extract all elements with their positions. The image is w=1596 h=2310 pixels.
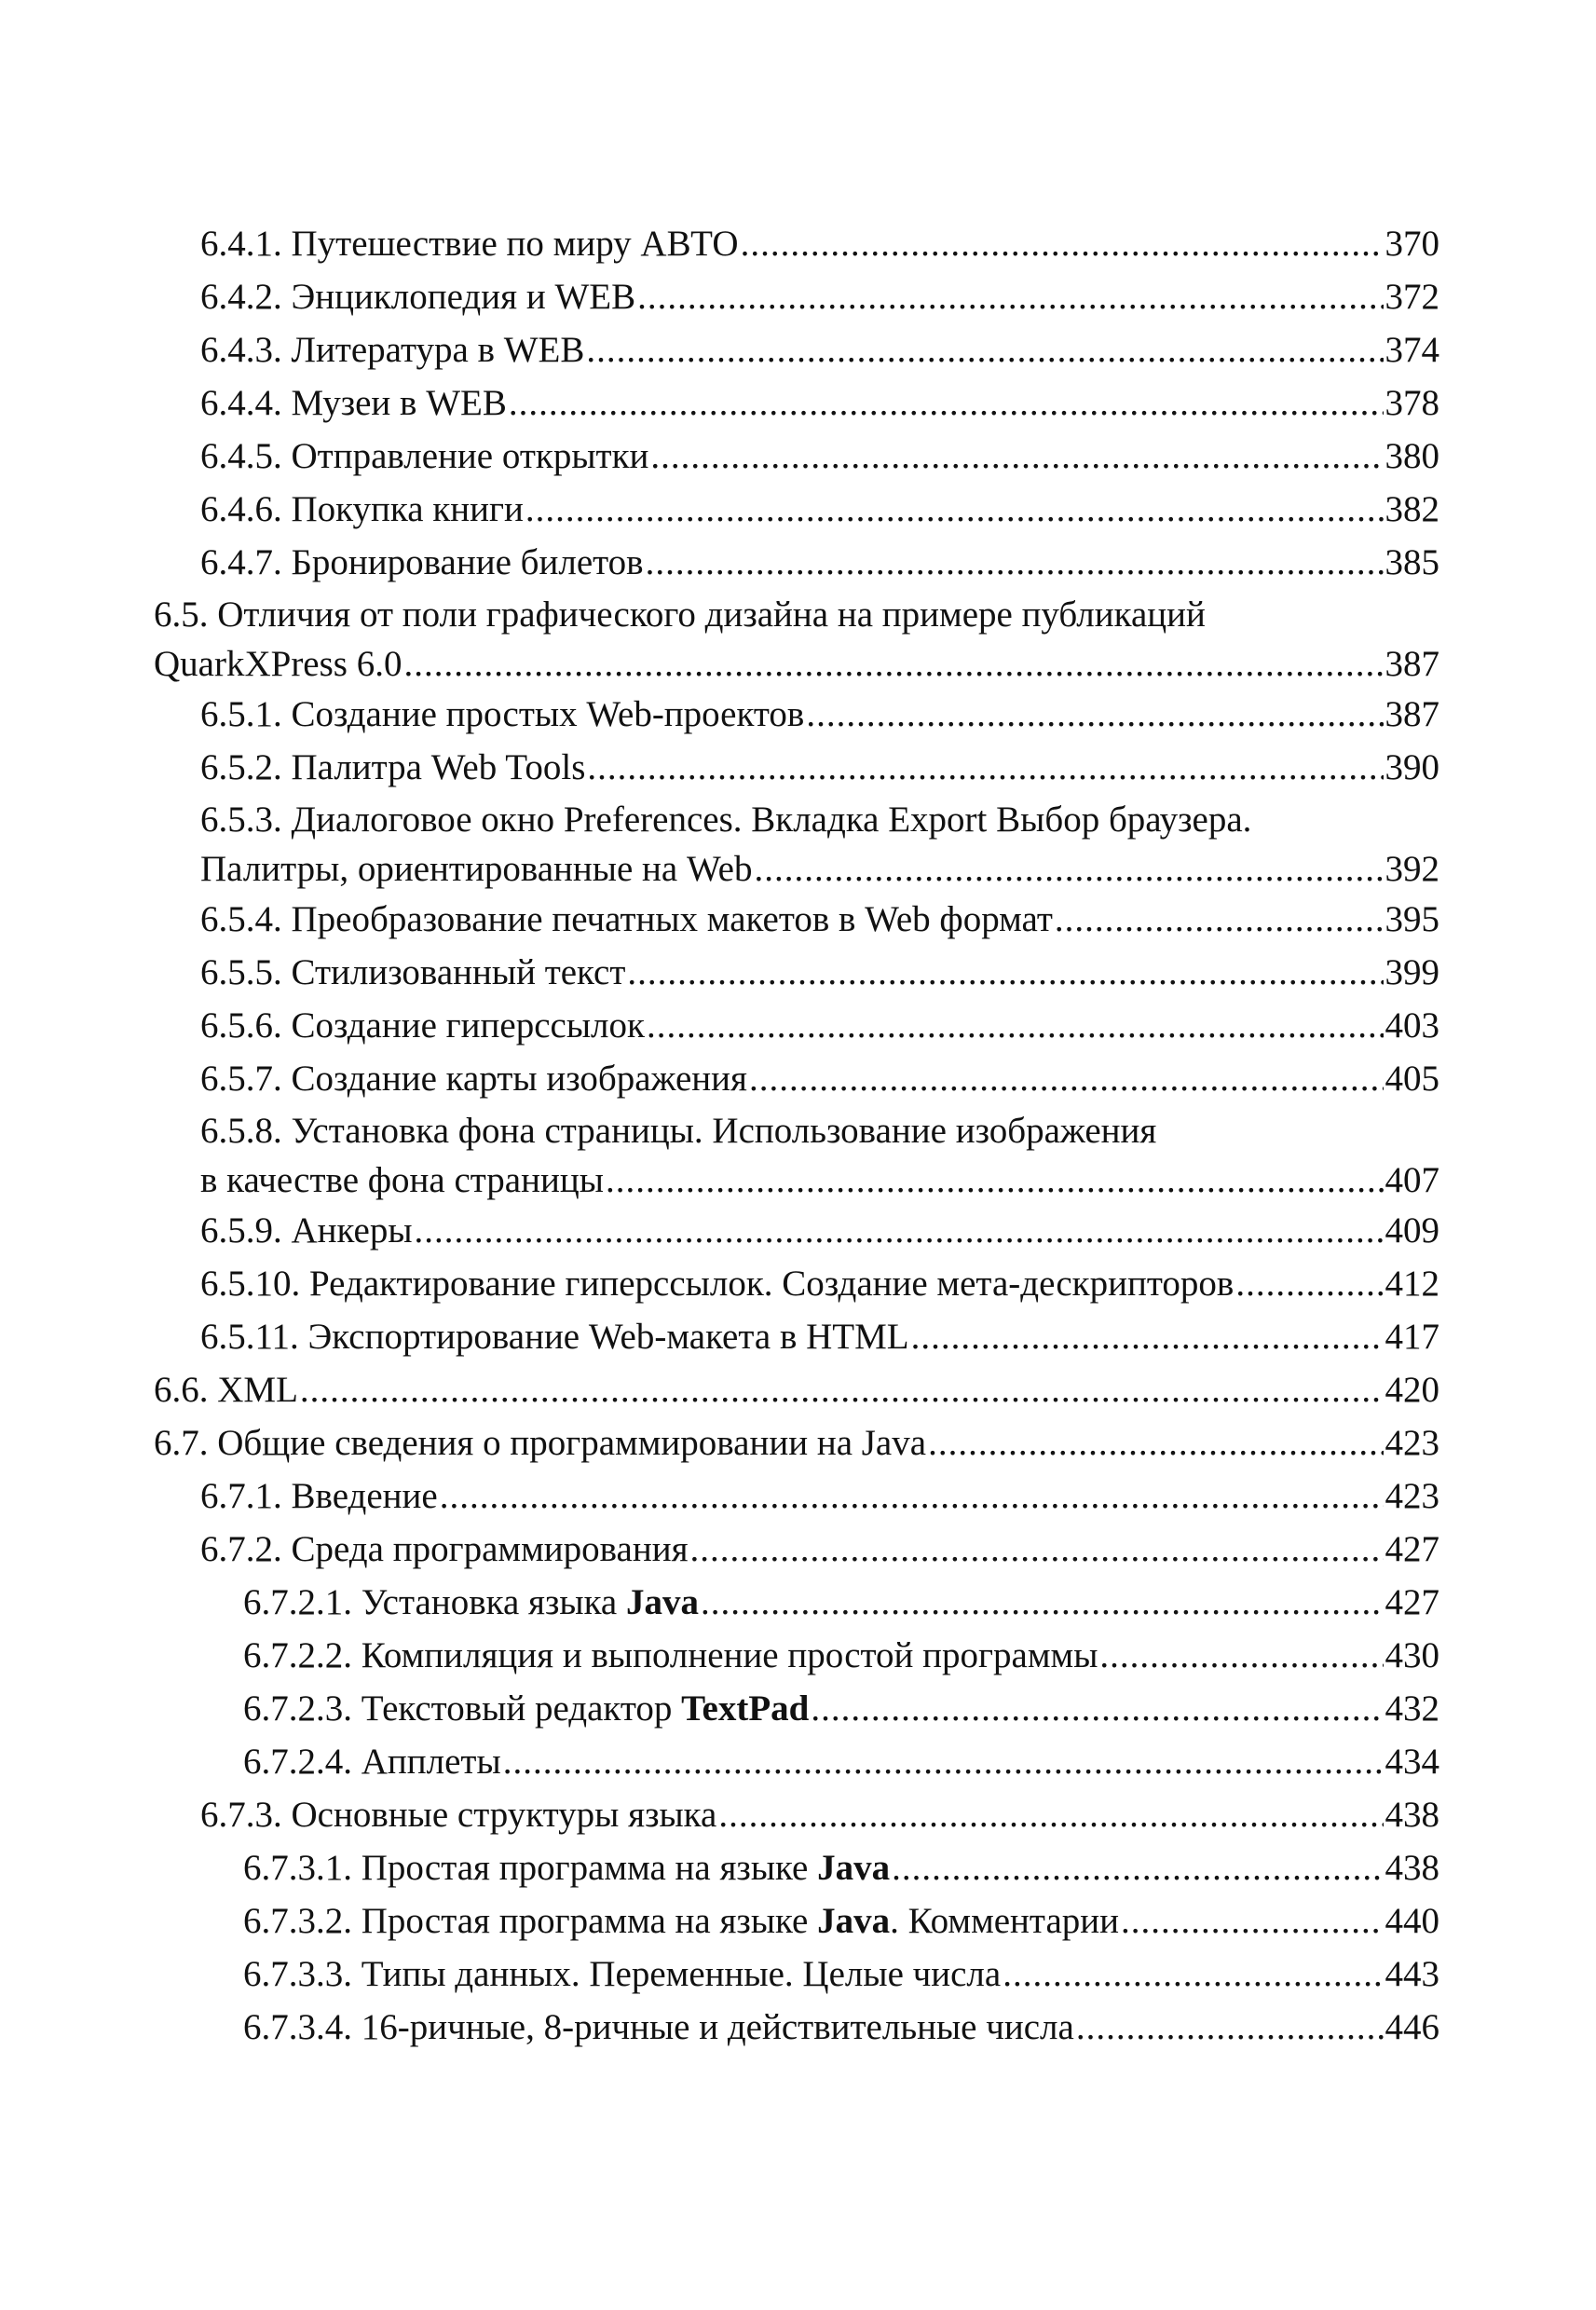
toc-entry-title-text: 6.7.2.1. Установка языка — [243, 1582, 626, 1622]
toc-entry — [154, 741, 1439, 794]
toc-entry-title: 6.5.10. Редактирование гиперссылок. Создание мета-дескрипторов — [200, 1264, 1235, 1304]
toc-page-number: 403 — [1385, 1005, 1439, 1046]
toc-page-number: 423 — [1385, 1476, 1439, 1516]
dot-leader — [440, 1469, 1384, 1523]
toc-entry — [154, 1788, 1439, 1841]
toc-entry-title — [243, 1841, 890, 1894]
toc-page-number: 440 — [1385, 1901, 1439, 1941]
toc-entry — [154, 430, 1439, 483]
toc-entry-title: 6.5.5. Стилизованный текст — [200, 952, 626, 992]
toc-page-number: 417 — [1385, 1317, 1439, 1357]
dot-leader — [415, 1204, 1384, 1257]
dot-leader — [403, 641, 1383, 688]
toc-entry-title: 6.5.4. Преобразование печатных макетов в Web формат — [200, 899, 1053, 939]
toc-entry-title: 6.4.1. Путешествие по миру АВТО — [200, 224, 739, 264]
dot-leader — [892, 1841, 1383, 1894]
dot-leader — [749, 1052, 1384, 1105]
dot-leader — [503, 1735, 1384, 1788]
toc-entry — [154, 1948, 1439, 2001]
dot-leader — [1003, 1948, 1383, 2001]
toc-page-number: 399 — [1385, 952, 1439, 992]
dot-leader — [525, 483, 1384, 536]
table-of-contents — [154, 217, 1439, 2054]
dot-leader — [1076, 2001, 1384, 2054]
dot-leader — [1121, 1894, 1383, 1948]
dot-leader — [718, 1788, 1383, 1841]
dot-leader — [1235, 1257, 1383, 1310]
toc-entry-title: 6.4.4. Музеи в WEB — [200, 383, 507, 423]
toc-entry-title: 6.4.7. Бронирование билетов — [200, 542, 644, 582]
toc-entry-title: 6.4.3. Литература в WEB — [200, 330, 585, 370]
toc-page-number: 378 — [1385, 383, 1439, 423]
toc-entry — [154, 946, 1439, 999]
toc-entry — [154, 270, 1439, 323]
toc-entry-title: в качестве фона страницы — [200, 1160, 604, 1200]
dot-leader — [811, 1682, 1383, 1735]
toc-page-number: 395 — [1385, 899, 1439, 939]
toc-entry — [154, 1629, 1439, 1682]
toc-page-number: 407 — [1385, 1160, 1439, 1200]
toc-entry — [154, 589, 1439, 688]
toc-entry-title — [243, 1894, 1119, 1948]
toc-entry-title: Палитры, ориентированные на Web — [200, 849, 753, 889]
toc-page-number: 446 — [1385, 2007, 1439, 2047]
toc-entry — [154, 1363, 1439, 1416]
toc-entry-title: 6.5.11. Экспортирование Web-макета в HTML — [200, 1317, 909, 1357]
toc-entry-title-line1: 6.5. Отличия от поли графического дизайна на примере публикаций — [154, 595, 1206, 635]
toc-entry — [154, 1576, 1439, 1629]
toc-page-number: 420 — [1385, 1370, 1439, 1410]
dot-leader — [587, 741, 1383, 794]
toc-entry — [154, 1523, 1439, 1576]
toc-page-number: 434 — [1385, 1742, 1439, 1782]
dot-leader — [1099, 1629, 1383, 1682]
toc-page-number: 374 — [1385, 330, 1439, 370]
dot-leader — [646, 536, 1384, 589]
toc-page-number: 438 — [1385, 1848, 1439, 1888]
toc-page-number: 370 — [1385, 224, 1439, 264]
toc-page-number: 390 — [1385, 747, 1439, 787]
dot-leader — [1055, 893, 1384, 946]
toc-entry — [154, 688, 1439, 741]
toc-page-number: 409 — [1385, 1210, 1439, 1251]
toc-entry — [154, 999, 1439, 1052]
toc-entry-title — [243, 1576, 699, 1629]
toc-entry-title-text: 6.7.3.1. Простая программа на языке — [243, 1848, 818, 1888]
toc-entry — [154, 323, 1439, 376]
dot-leader — [627, 946, 1383, 999]
toc-entry-title: 6.5.2. Палитра Web Tools — [200, 747, 586, 787]
toc-page-number: 387 — [1385, 644, 1439, 684]
dot-leader — [911, 1310, 1384, 1363]
toc-page-number: 438 — [1385, 1795, 1439, 1835]
toc-entry-title-text: 6.7.3.2. Простая программа на языке — [243, 1901, 818, 1941]
toc-entry — [154, 1204, 1439, 1257]
toc-entry-title — [243, 1682, 809, 1735]
toc-entry — [154, 1735, 1439, 1788]
toc-entry — [154, 1105, 1439, 1204]
dot-leader — [806, 688, 1383, 741]
dot-leader — [586, 323, 1383, 376]
toc-entry-title: 6.5.7. Создание карты изображения — [200, 1059, 747, 1099]
toc-entry — [154, 1894, 1439, 1948]
toc-entry-title: 6.4.2. Энциклопедия и WEB — [200, 277, 636, 317]
toc-entry-title-bold: Java — [817, 1848, 891, 1888]
toc-entry — [154, 1257, 1439, 1310]
toc-page-number: 385 — [1385, 542, 1439, 582]
toc-entry — [154, 2001, 1439, 2054]
toc-entry-title: 6.4.6. Покупка книги — [200, 489, 524, 529]
toc-entry — [154, 893, 1439, 946]
toc-entry-title: 6.5.9. Анкеры — [200, 1210, 413, 1251]
toc-page-number: 430 — [1385, 1635, 1439, 1675]
toc-entry-title: 6.7.3. Основные структуры языка — [200, 1795, 717, 1835]
toc-entry — [154, 483, 1439, 536]
dot-leader — [606, 1157, 1384, 1204]
toc-page-number: 423 — [1385, 1423, 1439, 1463]
dot-leader — [928, 1416, 1383, 1469]
toc-entry — [154, 376, 1439, 430]
toc-entry-title-suffix: . Комментарии — [890, 1901, 1120, 1941]
toc-entry — [154, 536, 1439, 589]
toc-entry — [154, 217, 1439, 270]
toc-entry-title-bold: Java — [817, 1901, 891, 1941]
dot-leader — [754, 846, 1383, 893]
toc-page-number: 412 — [1385, 1264, 1439, 1304]
dot-leader — [647, 999, 1384, 1052]
toc-entry — [154, 1682, 1439, 1735]
toc-entry-title: 6.7.1. Введение — [200, 1476, 438, 1516]
toc-page-number: 432 — [1385, 1688, 1439, 1729]
toc-page-number: 372 — [1385, 277, 1439, 317]
toc-entry-title: 6.4.5. Отправление открытки — [200, 436, 649, 476]
dot-leader — [701, 1576, 1384, 1629]
toc-entry-title: 6.7.3.4. 16-ричные, 8-ричные и действительные числа — [243, 2007, 1074, 2047]
toc-entry — [154, 794, 1439, 893]
toc-entry-title-text: 6.7.2.3. Текстовый редактор — [243, 1688, 682, 1729]
dot-leader — [650, 430, 1383, 483]
toc-page-number: 405 — [1385, 1059, 1439, 1099]
toc-page-number: 392 — [1385, 849, 1439, 889]
toc-entry — [154, 1841, 1439, 1894]
dot-leader — [300, 1363, 1384, 1416]
toc-page-number: 427 — [1385, 1582, 1439, 1622]
toc-page-number: 380 — [1385, 436, 1439, 476]
toc-entry-title: 6.7.2.4. Апплеты — [243, 1742, 501, 1782]
toc-entry-title-bold: TextPad — [681, 1688, 810, 1729]
dot-leader — [690, 1523, 1384, 1576]
toc-entry-title: 6.7. Общие сведения о программировании на Java — [154, 1423, 927, 1463]
toc-page-number: 427 — [1385, 1529, 1439, 1569]
toc-entry-title-line1: 6.5.8. Установка фона страницы. Использование изображения — [200, 1111, 1157, 1151]
toc-entry — [154, 1469, 1439, 1523]
toc-entry-title: QuarkXPress 6.0 — [154, 644, 402, 684]
toc-entry — [154, 1052, 1439, 1105]
toc-entry-title: 6.6. XML — [154, 1370, 298, 1410]
toc-entry — [154, 1416, 1439, 1469]
toc-entry-title: 6.5.1. Создание простых Web-проектов — [200, 694, 805, 734]
toc-entry-title: 6.5.6. Создание гиперссылок — [200, 1005, 645, 1046]
toc-page-number: 387 — [1385, 694, 1439, 734]
dot-leader — [637, 270, 1383, 323]
toc-page-number: 382 — [1385, 489, 1439, 529]
toc-entry-title: 6.7.2.2. Компиляция и выполнение простой программы — [243, 1635, 1098, 1675]
toc-entry-title-bold: Java — [626, 1582, 699, 1622]
toc-entry-title-line1: 6.5.3. Диалоговое окно Preferences. Вкладка Export Выбор браузера. — [200, 800, 1252, 840]
toc-entry-title: 6.7.2. Среда программирования — [200, 1529, 689, 1569]
toc-entry-title: 6.7.3.3. Типы данных. Переменные. Целые числа — [243, 1954, 1002, 1994]
dot-leader — [509, 376, 1384, 430]
toc-page-number: 443 — [1385, 1954, 1439, 1994]
dot-leader — [741, 217, 1384, 270]
toc-entry — [154, 1310, 1439, 1363]
